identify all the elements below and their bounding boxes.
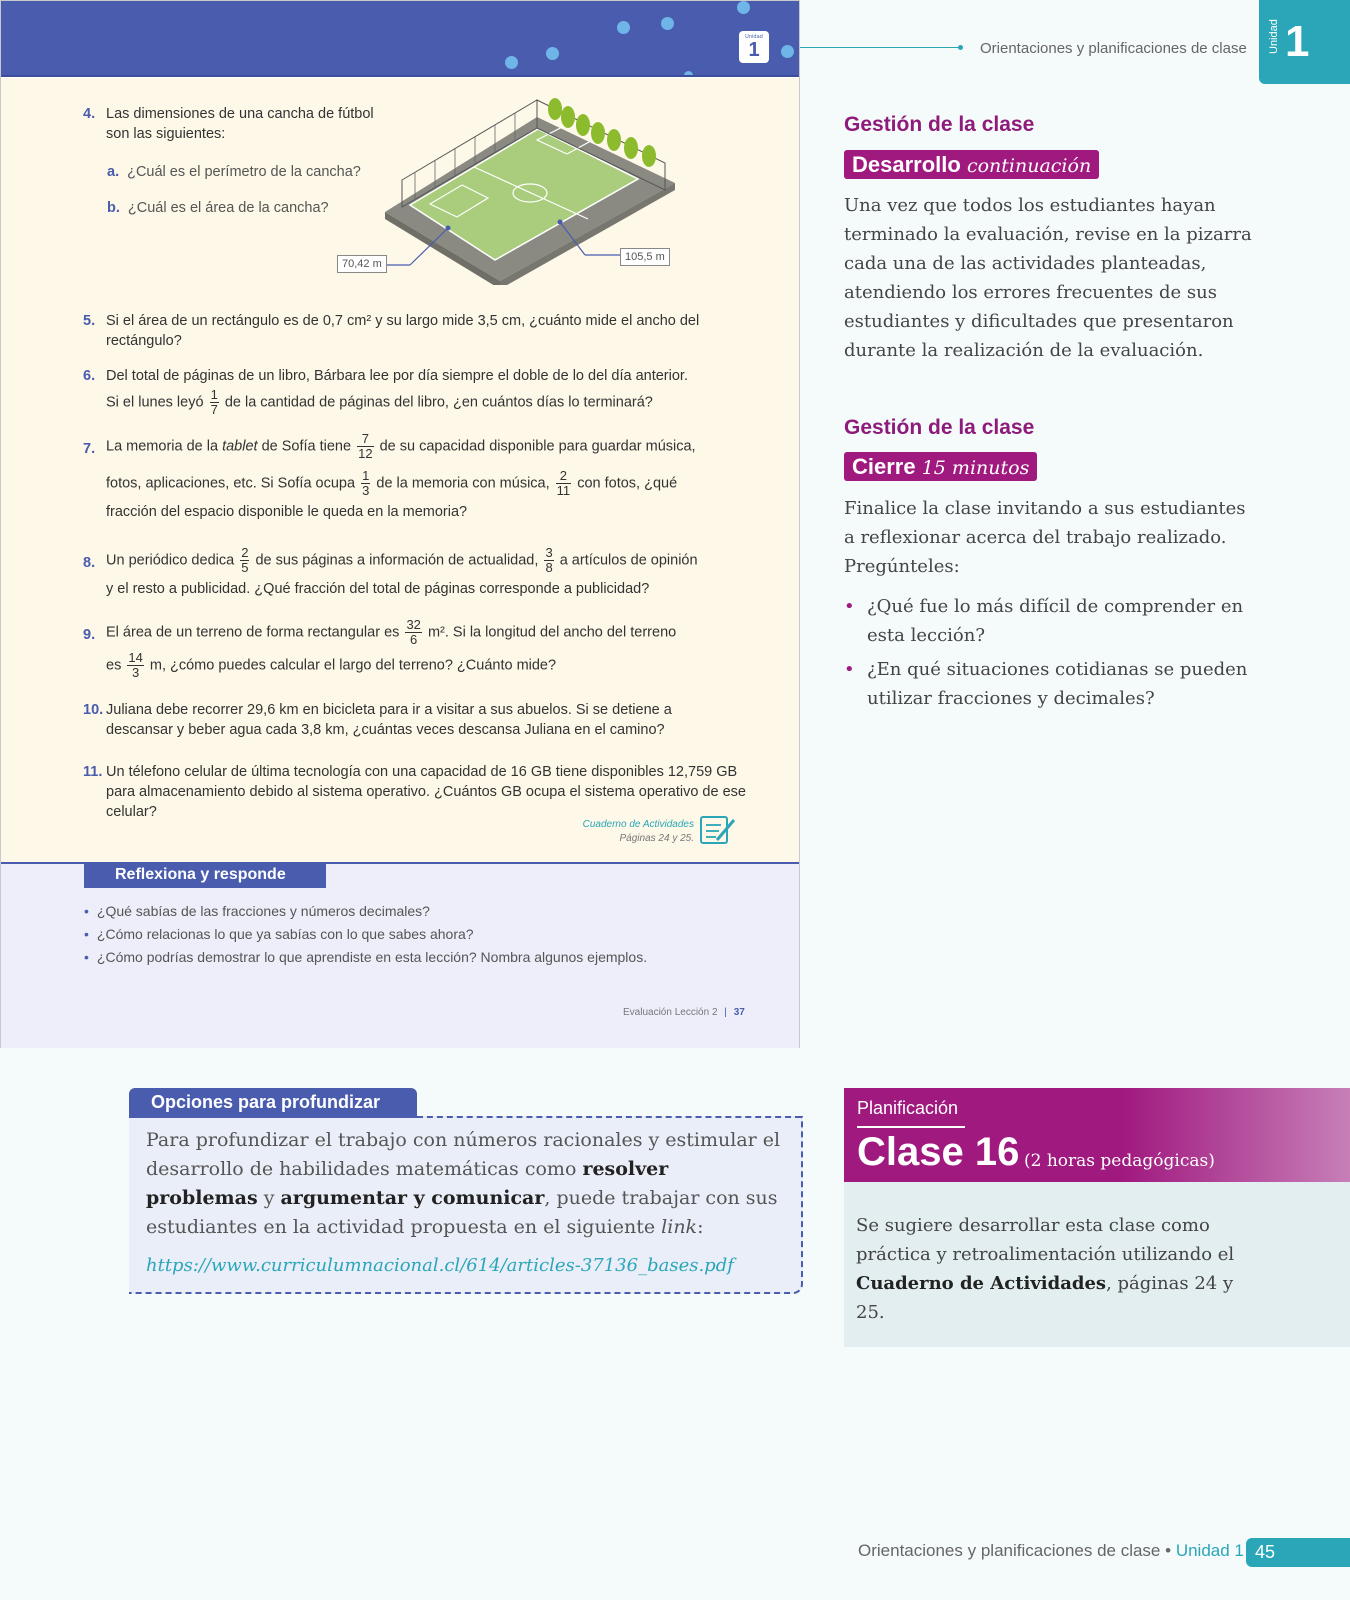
cierre-text: Finalice la clase invitando a sus estudiantes a reflexionar acerca del trabajo realizado. Pregúnteles: bbox=[844, 498, 1246, 577]
reflex-title: Reflexiona y responde bbox=[84, 863, 326, 888]
planificacion-text: Se sugiere desarrollar esta clase como práctica y retroalimentación utilizando el Cuaderno de Actividades, páginas 24 y 25. bbox=[856, 1215, 1235, 1323]
cierre-questions bbox=[844, 592, 1254, 718]
length-label: 105,5 m bbox=[620, 248, 670, 266]
curriculum-link[interactable]: https://www.curriculumnacional.cl/614/articles-37136_bases.pdf bbox=[146, 1255, 734, 1276]
page-number: 45 bbox=[1246, 1538, 1350, 1567]
opciones-title: Opciones para profundizar bbox=[129, 1088, 417, 1118]
list-item: • ¿Cómo podrías demostrar lo que aprendiste en esta lección? Nombra algunos ejemplos. bbox=[84, 949, 647, 965]
fraction: $\frac{1}{7}$ bbox=[210, 387, 218, 417]
question-6: 6. Del total de páginas de un libro, Bárbara lee por día siempre el doble de lo del día anterior. Si el lunes leyó $\frac{1}{7}$ de la cantidad de páginas del libro, ¿en cuántos días lo terminará? bbox=[83, 368, 688, 417]
planificacion-header: Planificación Clase 16 (2 horas pedagógicas) bbox=[844, 1088, 1350, 1182]
question-9: 9. El área de un terreno de forma rectangular es $\frac{32}{6}$ m². Si la longitud del ancho del terreno es $\frac{14}{3}$ m, ¿cómo puedes calcular el largo del terreno? ¿Cuánto mide? bbox=[83, 617, 677, 680]
question-5: 5. Si el área de un rectángulo es de 0,7 cm² y su largo mide 3,5 cm, ¿cuánto mide el ancho del rectángulo? bbox=[83, 313, 700, 349]
guide-header-text: Orientaciones y planificaciones de clase bbox=[980, 40, 1247, 57]
section-title: Gestión de la clase bbox=[844, 113, 1035, 136]
cuaderno-reference: Cuaderno de Actividades Páginas 24 y 25. bbox=[582, 819, 694, 844]
book-header bbox=[1, 1, 799, 77]
list-item: • ¿Qué fue lo más difícil de comprender en esta lección? bbox=[844, 592, 1254, 650]
list-item: • ¿En qué situaciones cotidianas se pueden utilizar fracciones y decimales? bbox=[844, 655, 1254, 713]
cierre-badge: Cierre 15 minutos bbox=[844, 452, 1037, 481]
question-10: 10. Juliana debe recorrer 29,6 km en bicicleta para ir a visitar a sus abuelos. Si se detiene a descansar y beber agua cada 3,8 km, ¿cuántas veces descansa Juliana en el camino? bbox=[83, 702, 672, 738]
book-footer: Evaluación Lección 2 | 37 bbox=[623, 1007, 745, 1018]
reflex-list bbox=[84, 903, 647, 972]
desarrollo-text: Una vez que todos los estudiantes hayan terminado la evaluación, revise en la pizarra cada una de las actividades planteadas, atendiendo los errores frecuentes de sus estudiantes y dificultades que presentaron durante la realización de la evaluación. bbox=[844, 195, 1252, 361]
notebook-icon bbox=[699, 814, 737, 846]
question-4: 4. Las dimensiones de una cancha de fútbol son las siguientes: bbox=[83, 106, 374, 142]
question-7: 7. La memoria de la tablet de Sofía tiene $\frac{7}{12}$ de su capacidad disponible para guardar música, fotos, aplicaciones, etc. Si Sofía ocupa $\frac{1}{3}$ de la memoria con música, $\frac{2}{11}$ con fotos, ¿qué fracción del espacio disponible le queda en la memoria? bbox=[83, 431, 696, 520]
list-item: • ¿Qué sabías de las fracciones y números decimales? bbox=[84, 903, 647, 919]
question-8: 8. Un periódico dedica $\frac{2}{5}$ de sus páginas a información de actualidad, $\frac{3}{8}$ a artículos de opinión y el resto a publicidad. ¿Qué fracción del total de páginas corresponde a publicidad? bbox=[83, 545, 698, 597]
page-footer: Orientaciones y planificaciones de clase • Unidad 1 bbox=[858, 1541, 1244, 1560]
question-11: 11. Un télefono celular de última tecnología con una capacidad de 16 GB tiene disponibles 12,759 GB para almacenamiento debido al sistema operativo. ¿Cuántos GB ocupa el sistema operativo de ese celular? bbox=[83, 764, 746, 820]
list-item: • ¿Cómo relacionas lo que ya sabías con lo que sabes ahora? bbox=[84, 926, 647, 942]
desarrollo-badge: Desarrollo continuación bbox=[844, 150, 1099, 179]
question-4b: b. ¿Cuál es el área de la cancha? bbox=[107, 200, 329, 216]
opciones-text: Para profundizar el trabajo con números racionales y estimular el desarrollo de habilidades matemáticas como resolver problemas y argumentar y comunicar, puede trabajar con sus estudiantes en la actividad propuesta en el siguiente link: bbox=[146, 1129, 781, 1238]
width-label: 70,42 m bbox=[337, 255, 387, 273]
unit-badge: Unidad 1 bbox=[739, 31, 769, 63]
question-4a: a. ¿Cuál es el perímetro de la cancha? bbox=[107, 164, 361, 180]
section-title: Gestión de la clase bbox=[844, 416, 1035, 439]
unit-tab: Unidad 1 bbox=[1259, 0, 1350, 84]
